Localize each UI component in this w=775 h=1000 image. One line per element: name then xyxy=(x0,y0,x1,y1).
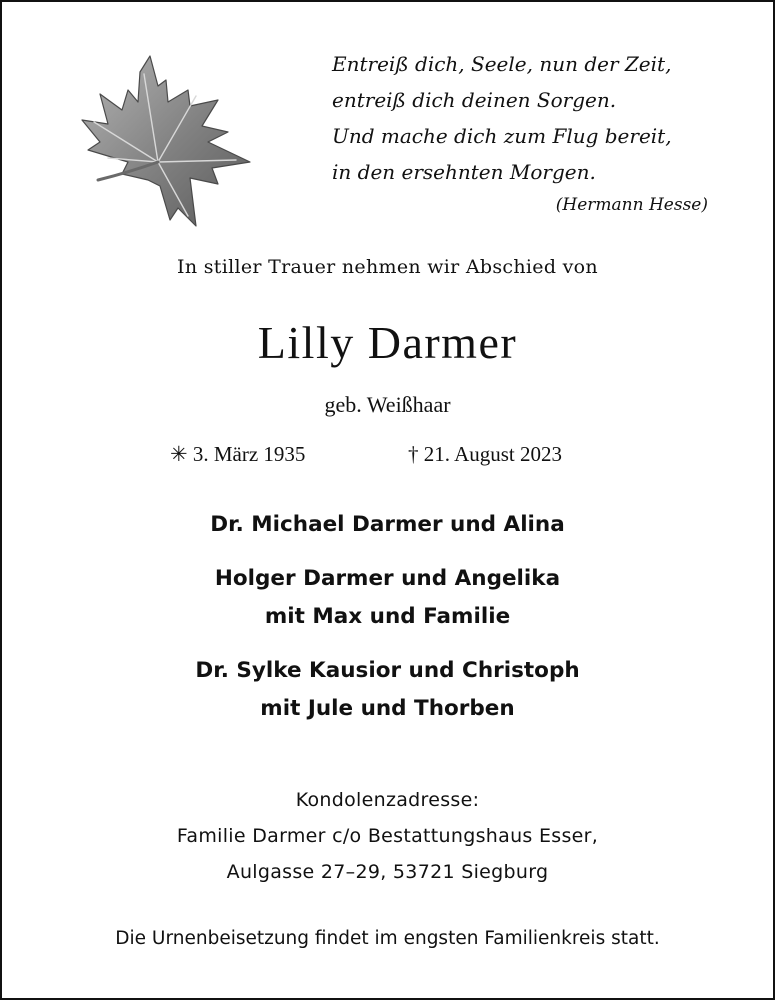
poem-author: (Hermann Hesse) xyxy=(555,195,708,215)
address-line: Familie Darmer c/o Bestattungshaus Esser, xyxy=(176,825,599,847)
poem-line: Und mache dich zum Flug bereit, xyxy=(332,124,672,148)
poem-line: Entreiß dich, Seele, nun der Zeit, xyxy=(332,52,672,76)
poem-line: entreiß dich deinen Sorgen. xyxy=(332,88,617,112)
condolence-address xyxy=(2,782,773,890)
mourner-line: Dr. Michael Darmer und Alina xyxy=(210,512,565,537)
mourners-list xyxy=(2,506,773,744)
maple-leaf-icon xyxy=(78,50,254,232)
mourner-line: mit Jule und Thorben xyxy=(260,696,515,721)
address-label: Kondolenzadresse: xyxy=(295,789,480,811)
poem-line: in den ersehnten Morgen. xyxy=(332,160,596,184)
mourner-line: mit Max und Familie xyxy=(264,604,511,629)
death-date: † 21. August 2023 xyxy=(408,442,563,466)
poem xyxy=(332,46,732,222)
mourner-group xyxy=(2,560,773,636)
deceased-name: Lilly Darmer xyxy=(257,317,518,368)
closing-note: Die Urnenbeisetzung findet im engsten Familienkreis statt. xyxy=(115,928,660,949)
intro-text: In stiller Trauer nehmen wir Abschied von xyxy=(177,256,598,278)
mourner-line: Holger Darmer und Angelika xyxy=(214,566,561,591)
mourner-line: Dr. Sylke Kausior und Christoph xyxy=(195,658,580,683)
mourner-group xyxy=(2,652,773,728)
mourner-group xyxy=(2,506,773,544)
birth-date: ✳ 3. März 1935 xyxy=(170,442,306,466)
address-line: Aulgasse 27–29, 53721 Siegburg xyxy=(226,861,549,883)
maiden-name: geb. Weißhaar xyxy=(324,392,451,417)
